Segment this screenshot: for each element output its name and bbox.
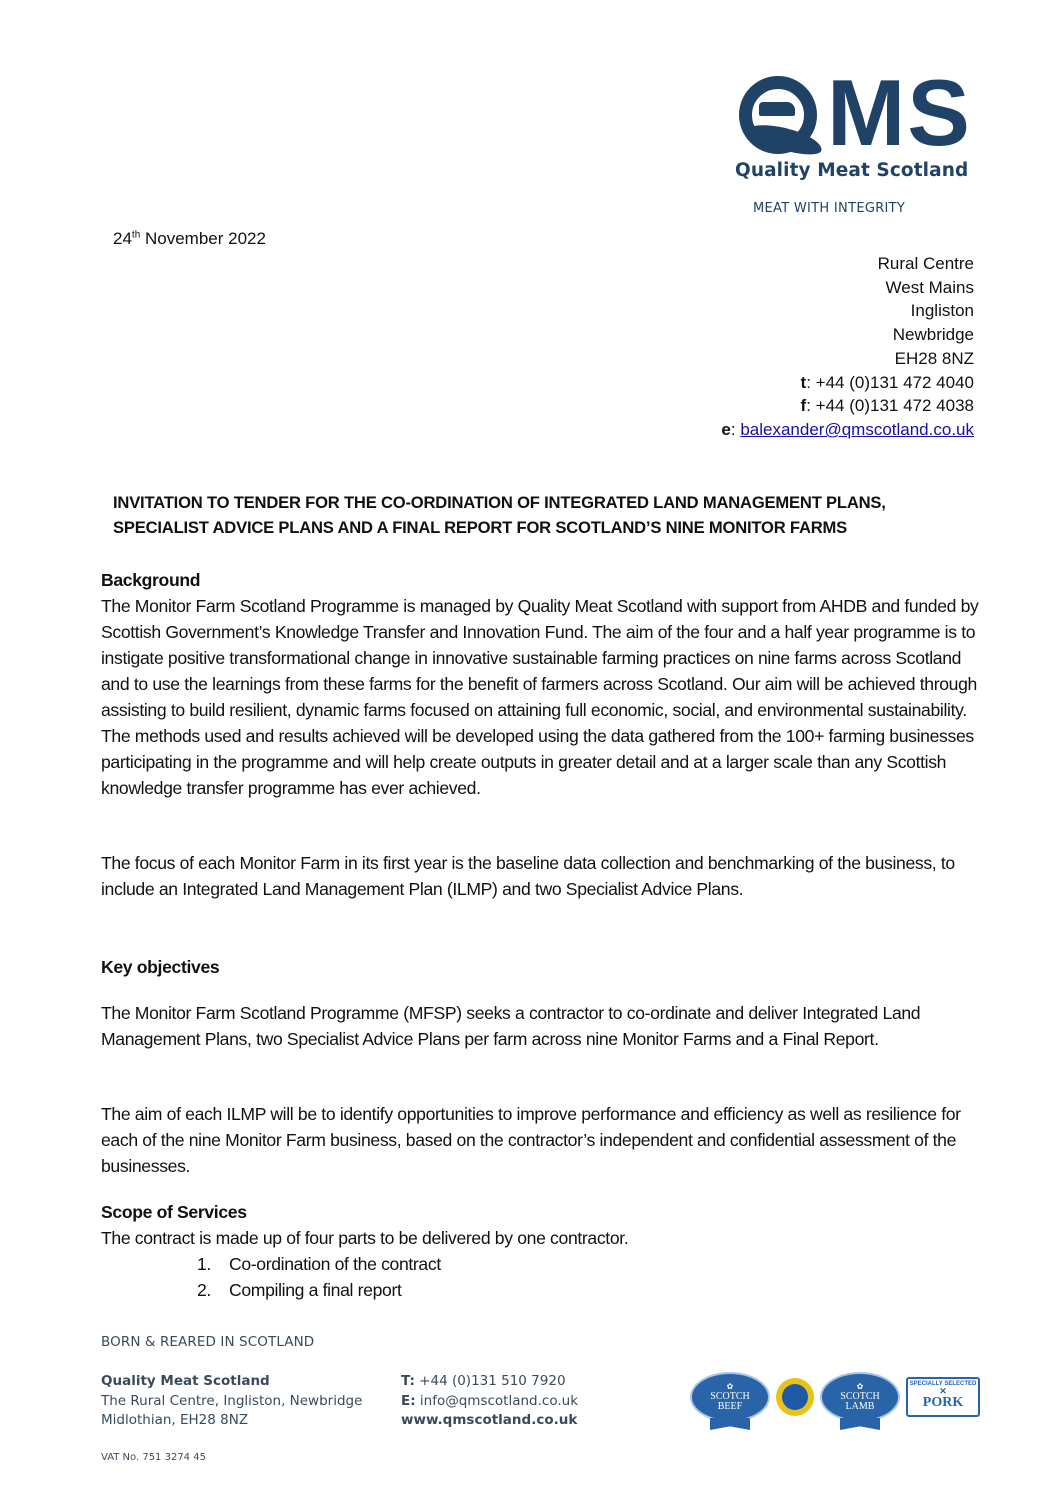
badge-text: LAMB	[845, 1401, 875, 1412]
footer-website: www.qmscotland.co.uk	[401, 1412, 578, 1428]
footer-phone-number: +44 (0)131 510 7920	[414, 1373, 566, 1389]
vat-number: VAT No. 751 3274 45	[101, 1452, 206, 1463]
address-line: Ingliston	[910, 301, 974, 321]
section-heading: Key objectives	[101, 957, 220, 977]
section-key-objectives	[101, 954, 981, 980]
section-background-focus	[101, 850, 981, 902]
address-line: EH28 8NZ	[894, 348, 974, 368]
paragraph: The Monitor Farm Scotland Programme (MFSP) seeks a contractor to co-ordinate and deliver Integrated Land Management Plans, two Specialist Advice Plans per farm across nine Monitor Farms and a Final Report.	[101, 1003, 921, 1049]
sender-address	[721, 252, 974, 442]
footer-address-line: Midlothian, EH28 8NZ	[101, 1412, 249, 1428]
scope-list	[101, 1251, 981, 1303]
logo-org-name: Quality Meat Scotland	[735, 160, 969, 181]
date-suffix: th	[131, 229, 141, 241]
objectives-paragraph-2	[101, 1101, 981, 1179]
saltire-icon: ✕	[939, 1386, 947, 1396]
section-heading: Scope of Services	[101, 1202, 247, 1222]
q-cattle-emblem-icon	[735, 72, 823, 154]
thistle-icon: ✿	[726, 1382, 734, 1391]
letter-date	[113, 229, 266, 249]
logo-letters: MS	[827, 60, 972, 165]
document-title	[113, 490, 983, 540]
date-rest: November 2022	[140, 229, 266, 248]
footer-email	[401, 1392, 578, 1412]
specially-selected-pork-badge	[906, 1377, 980, 1417]
qms-logo	[735, 60, 980, 216]
footer-phone	[401, 1372, 578, 1392]
objectives-paragraph-1	[101, 1000, 981, 1052]
title-line-2: SPECIALIST ADVICE PLANS AND A FINAL REPORT FOR SCOTLAND’S NINE MONITOR FARMS	[113, 518, 848, 537]
list-text: Co-ordination of the contract	[229, 1254, 441, 1274]
badge-text: SCOTCH	[710, 1391, 750, 1402]
badge-text: PORK	[922, 1395, 964, 1410]
badge-text: SPECIALLY SELECTED	[909, 1381, 977, 1387]
footer-address-line: The Rural Centre, Ingliston, Newbridge	[101, 1392, 363, 1409]
paragraph: The aim of each ILMP will be to identify opportunities to improve performance and efficiency as well as resilience for each of the nine Monitor Farm business, based on the contractor’s independent and confidential assessment of the businesses.	[101, 1104, 961, 1176]
thistle-icon: ✿	[856, 1382, 864, 1391]
email-separator: :	[730, 419, 741, 439]
address-fax	[721, 394, 974, 418]
pgi-seal-icon	[776, 1378, 814, 1416]
footer-phone-label: T:	[401, 1373, 415, 1389]
address-line: Newbridge	[892, 325, 974, 345]
logo-tagline: MEAT WITH INTEGRITY	[753, 201, 906, 216]
fax-label: f	[800, 396, 807, 416]
paragraph: The Monitor Farm Scotland Programme is managed by Quality Meat Scotland with support from AHDB and funded by Scottish Government’s Knowledge Transfer and Innovation Fund. The aim of the four and a half year programme is to instigate positive transformational change in innovative sustainable farming practices on nine farms across Scotland and to use the learnings from these farms for the benefit of farmers across Scotland. Our aim will be achieved through assisting to build resilient, dynamic farms focused on attaining full economic, social, and environmental sustainability. The methods used and results achieved will be developed using the data gathered from the 100+ farming businesses participating in the programme and will help create outputs in greater detail and at a larger scale than any Scottish knowledge transfer programme has ever achieved.	[101, 596, 979, 798]
paragraph: The contract is made up of four parts to be delivered by one contractor.	[101, 1228, 629, 1248]
list-item	[101, 1251, 981, 1277]
section-heading: Background	[101, 570, 201, 590]
list-item	[101, 1277, 981, 1303]
footer-email-label: E:	[401, 1392, 416, 1409]
footer-email-address: info@qmscotland.co.uk	[415, 1392, 579, 1409]
address-line: West Mains	[885, 277, 974, 297]
footer-contact	[401, 1372, 578, 1431]
section-background	[101, 567, 981, 801]
footer-slogan: BORN & REARED IN SCOTLAND	[101, 1334, 315, 1350]
scotch-beef-badge	[690, 1372, 770, 1422]
paragraph: The focus of each Monitor Farm in its first year is the baseline data collection and benchmarking of the business, to include an Integrated Land Management Plan (ILMP) and two Specialist Advice Plans.	[101, 853, 955, 899]
list-text: Compiling a final report	[229, 1280, 402, 1300]
footer-address	[101, 1372, 362, 1431]
title-line-1: INVITATION TO TENDER FOR THE CO-ORDINATION OF INTEGRATED LAND MANAGEMENT PLANS,	[113, 493, 886, 512]
address-phone	[721, 371, 974, 395]
address-line: Rural Centre	[877, 254, 974, 273]
email-label: e	[721, 419, 731, 439]
phone-label: t	[800, 372, 807, 392]
email-link[interactable]: balexander@qmscotland.co.uk	[740, 419, 974, 439]
scotch-lamb-badge	[820, 1372, 900, 1422]
list-number: 2.	[197, 1280, 211, 1300]
date-day: 24	[113, 229, 132, 248]
badge-text: BEEF	[717, 1401, 743, 1412]
brand-badges	[690, 1372, 980, 1422]
fax-number: : +44 (0)131 472 4038	[806, 396, 974, 416]
phone-number: : +44 (0)131 472 4040	[806, 372, 974, 392]
badge-text: SCOTCH	[840, 1391, 880, 1402]
section-scope-of-services	[101, 1199, 981, 1303]
footer-org: Quality Meat Scotland	[101, 1373, 270, 1389]
address-email	[721, 418, 974, 442]
list-number: 1.	[197, 1254, 211, 1274]
